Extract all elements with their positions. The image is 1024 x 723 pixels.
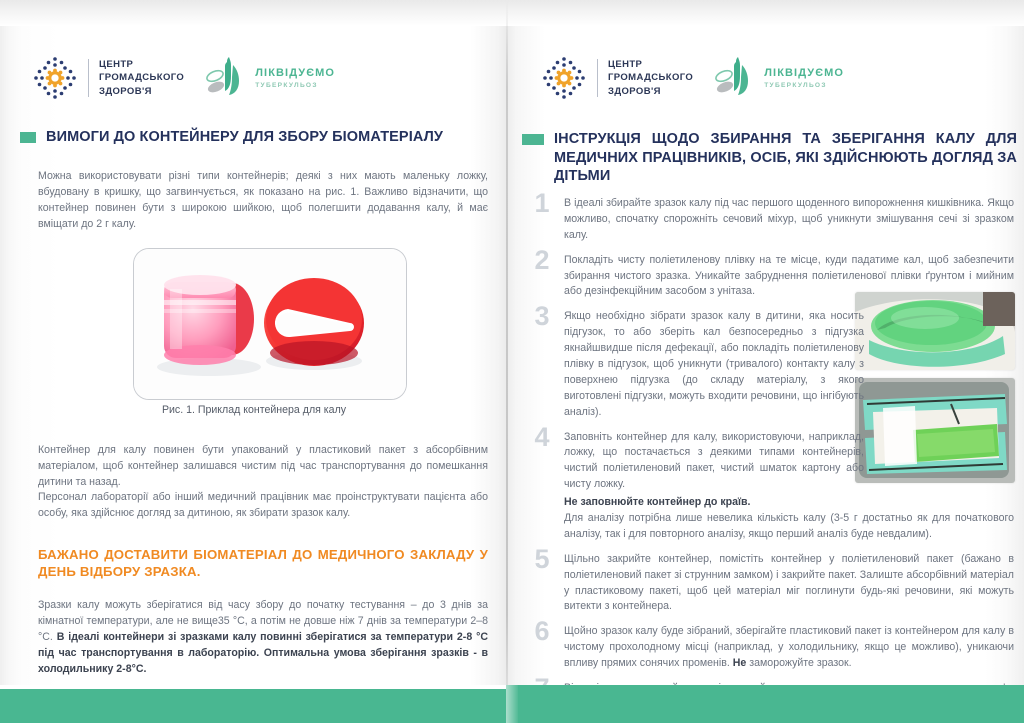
lungs-leaf-icon	[206, 56, 246, 100]
left-paragraph-4-plain: Зразки калу можуть зберігатися від часу збору до початку тестування – до 3 днів за кімнатної температури, але не вище35 °С, а потім не довше ніж 7 днів за температури 2–8 °С.	[38, 599, 488, 644]
left-paragraph-4-bold: В ідеалі контейнери зі зразками калу повинні зберігатися за температури 2-8 °С під час транспортування в лабораторію. Оптимальна умова зберігання зразків - в холодильнику 2-8°С.	[38, 631, 488, 676]
step-text: Якщо необхідно зібрати зразок калу в дитини, яка носить підгузок, то або зберіть кал безпосередньо з підгузка якнайшвидше після дефекації, або покладіть поліетиленову плівку в підгузок, щоб уникнути (тривалого) контакту калу з поверхнею підгузка (до складу матеріалу, з якого виготовлені підгузки, можуть входити речовини, що інгібують аналіз).	[564, 310, 864, 418]
list-item	[528, 188, 1014, 244]
left-paragraph-2: Контейнер для калу повинен бути упакований у пластиковий пакет з абсорбівним матеріалом, щоб контейнер залишався чистим під час транспортування до помешкання дитини та назад.	[38, 444, 488, 489]
right-heading-text: ІНСТРУКЦІЯ ЩОДО ЗБИРАННЯ ТА ЗБЕРІГАННЯ КАЛУ ДЛЯ МЕДИЧНИХ ПРАЦІВНИКІВ, ОСІБ, ЯКІ ЗДІЙСНЮЮТЬ ДОГЛЯД ЗА ДІТЬМИ	[554, 131, 1017, 185]
public-health-center-wordmark	[608, 58, 693, 97]
tb-main-label: ЛІКВІДУЄМО	[255, 67, 336, 80]
logo-divider	[88, 59, 89, 97]
heading-marker-icon	[522, 134, 544, 145]
tb-main-label: ЛІКВІДУЄМО	[764, 67, 845, 80]
left-paragraph-1: Можна використовувати різні типи контейнерів; деякі з них мають маленьку ложку, вбудовану в кришку, що загвинчується, як показано на рис. 1. Важливо відзначити, що контейнер повинен бути з широкою шийкою, щоб полегшити додавання калу, й має вміщати до 2 г калу.	[38, 170, 488, 231]
heading-marker-icon	[20, 132, 36, 143]
lungs-leaf-icon	[715, 56, 755, 100]
logo-public-health-center	[32, 55, 184, 101]
left-paragraph-3: Персонал лабораторії або інший медичний працівник має проінструктувати пацієнта або особу, яка здійснює догляд за дитиною, як збирати зразок калу.	[38, 491, 488, 520]
cphc-line-2: ГРОМАДСЬКОГО	[608, 72, 694, 84]
instruction-steps-list	[528, 188, 1014, 722]
cphc-line-2: ГРОМАДСЬКОГО	[99, 72, 185, 84]
figure-1-container-photo	[133, 248, 407, 400]
bottom-band-seam	[506, 685, 518, 723]
step-text-part-a: Щойно зразок калу буде зібраний, зберігайте пластиковий пакет із контейнером для калу в чистому прохолодному місці (наприклад, у холодильнику, якщо це можливо), уникаючи впливу прямих сонячих променів.	[564, 625, 1014, 670]
left-paragraph-4	[38, 597, 488, 677]
step-number: 3	[534, 301, 550, 332]
step-text-narrow: Заповніть контейнер для калу, використовуючи, наприклад, ложку, що постачається з деякими типами контейнерів, чистий поліетиленовий пакет, чистий шматок картону або чисту ложку.	[564, 430, 864, 491]
list-item	[528, 244, 1014, 301]
list-item	[528, 301, 1014, 420]
logo-eliminate-tuberculosis	[206, 56, 335, 100]
tb-wordmark	[764, 67, 844, 88]
figure-1-caption: Рис. 1. Приклад контейнера для калу	[161, 404, 347, 416]
right-page-heading	[522, 130, 1017, 186]
bottom-green-band	[0, 685, 1024, 723]
step-number: 4	[534, 421, 550, 452]
cphc-line-3: ЗДОРОВ'Я	[608, 85, 661, 97]
step-text-wide: Для аналізу потрібна лише невелика кількість калу (3-5 г достатньо як для початкового аналізу, так і для повторного аналізу, якщо перший аналіз буде невдалим).	[564, 512, 1014, 540]
step-number: 5	[534, 543, 550, 574]
step-bold-line	[564, 495, 1014, 511]
step-text: Покладіть чисту поліетиленову плівку на те місце, куди падатиме кал, щоб забезпечити збирання чистого зразка. Уникайте забруднення поліетиленової плівки ґрунтом і мийним або дезінфекційним засобом з унітаза.	[564, 253, 1014, 298]
cphc-line-3: ЗДОРОВ'Я	[99, 85, 152, 97]
cphc-line-1: ЦЕНТР	[608, 59, 643, 71]
page-fold-line	[506, 0, 508, 723]
step-text-emphasis: Не	[732, 657, 747, 670]
public-health-center-icon	[32, 55, 78, 101]
list-item	[528, 421, 1014, 543]
public-health-center-icon	[541, 55, 587, 101]
logo-divider	[597, 59, 598, 97]
step-bold-text: Не заповнюйте контейнер до країв.	[564, 496, 751, 509]
page-top-edge	[0, 0, 1024, 26]
tb-sub-label: ТУБЕРКУЛЬОЗ	[764, 81, 827, 89]
step-text	[564, 624, 1014, 672]
left-logo-row	[32, 55, 335, 101]
left-page-heading	[20, 128, 490, 147]
list-item	[528, 616, 1014, 672]
logo-eliminate-tuberculosis-right	[715, 56, 844, 100]
list-item	[528, 543, 1014, 616]
step-text: В ідеалі збирайте зразок калу під час першого щоденного випорожнення кишківника. Якщо можливо, спочатку спорожніть сечовий міхур, щоб уникнути змішування сечі зі зразком калу.	[564, 197, 1014, 241]
cphc-line-1: ЦЕНТР	[99, 59, 134, 71]
step-number: 2	[534, 244, 550, 275]
bottom-band-left-lip	[0, 685, 506, 689]
step-number: 6	[534, 616, 550, 647]
tb-sub-label: ТУБЕРКУЛЬОЗ	[255, 81, 318, 89]
left-heading-text: ВИМОГИ ДО КОНТЕЙНЕРУ ДЛЯ ЗБОРУ БІОМАТЕРІАЛУ	[46, 129, 443, 145]
tb-wordmark	[255, 67, 335, 88]
right-logo-row	[541, 55, 844, 101]
step-text: Щільно закрийте контейнер, помістіть контейнер у поліетиленовий пакет (бажано в поліетиленовий пакет зі струнним замком) і закрийте пакет. Залиште абсорбівний матеріал у пластиковому пакеті, щоб цей матеріал міг поглинути будь-які речовини, які можуть витекти з контейнера.	[564, 552, 1014, 613]
step-text-part-c: заморожуйте зразок.	[746, 657, 852, 670]
public-health-center-wordmark	[99, 58, 184, 97]
left-orange-heading: БАЖАНО ДОСТАВИТИ БІОМАТЕРІАЛ ДО МЕДИЧНОГО ЗАКЛАДУ У ДЕНЬ ВІДБОРУ ЗРАЗКА.	[38, 547, 488, 580]
step-number: 1	[534, 188, 550, 218]
logo-public-health-center-right	[541, 55, 693, 101]
